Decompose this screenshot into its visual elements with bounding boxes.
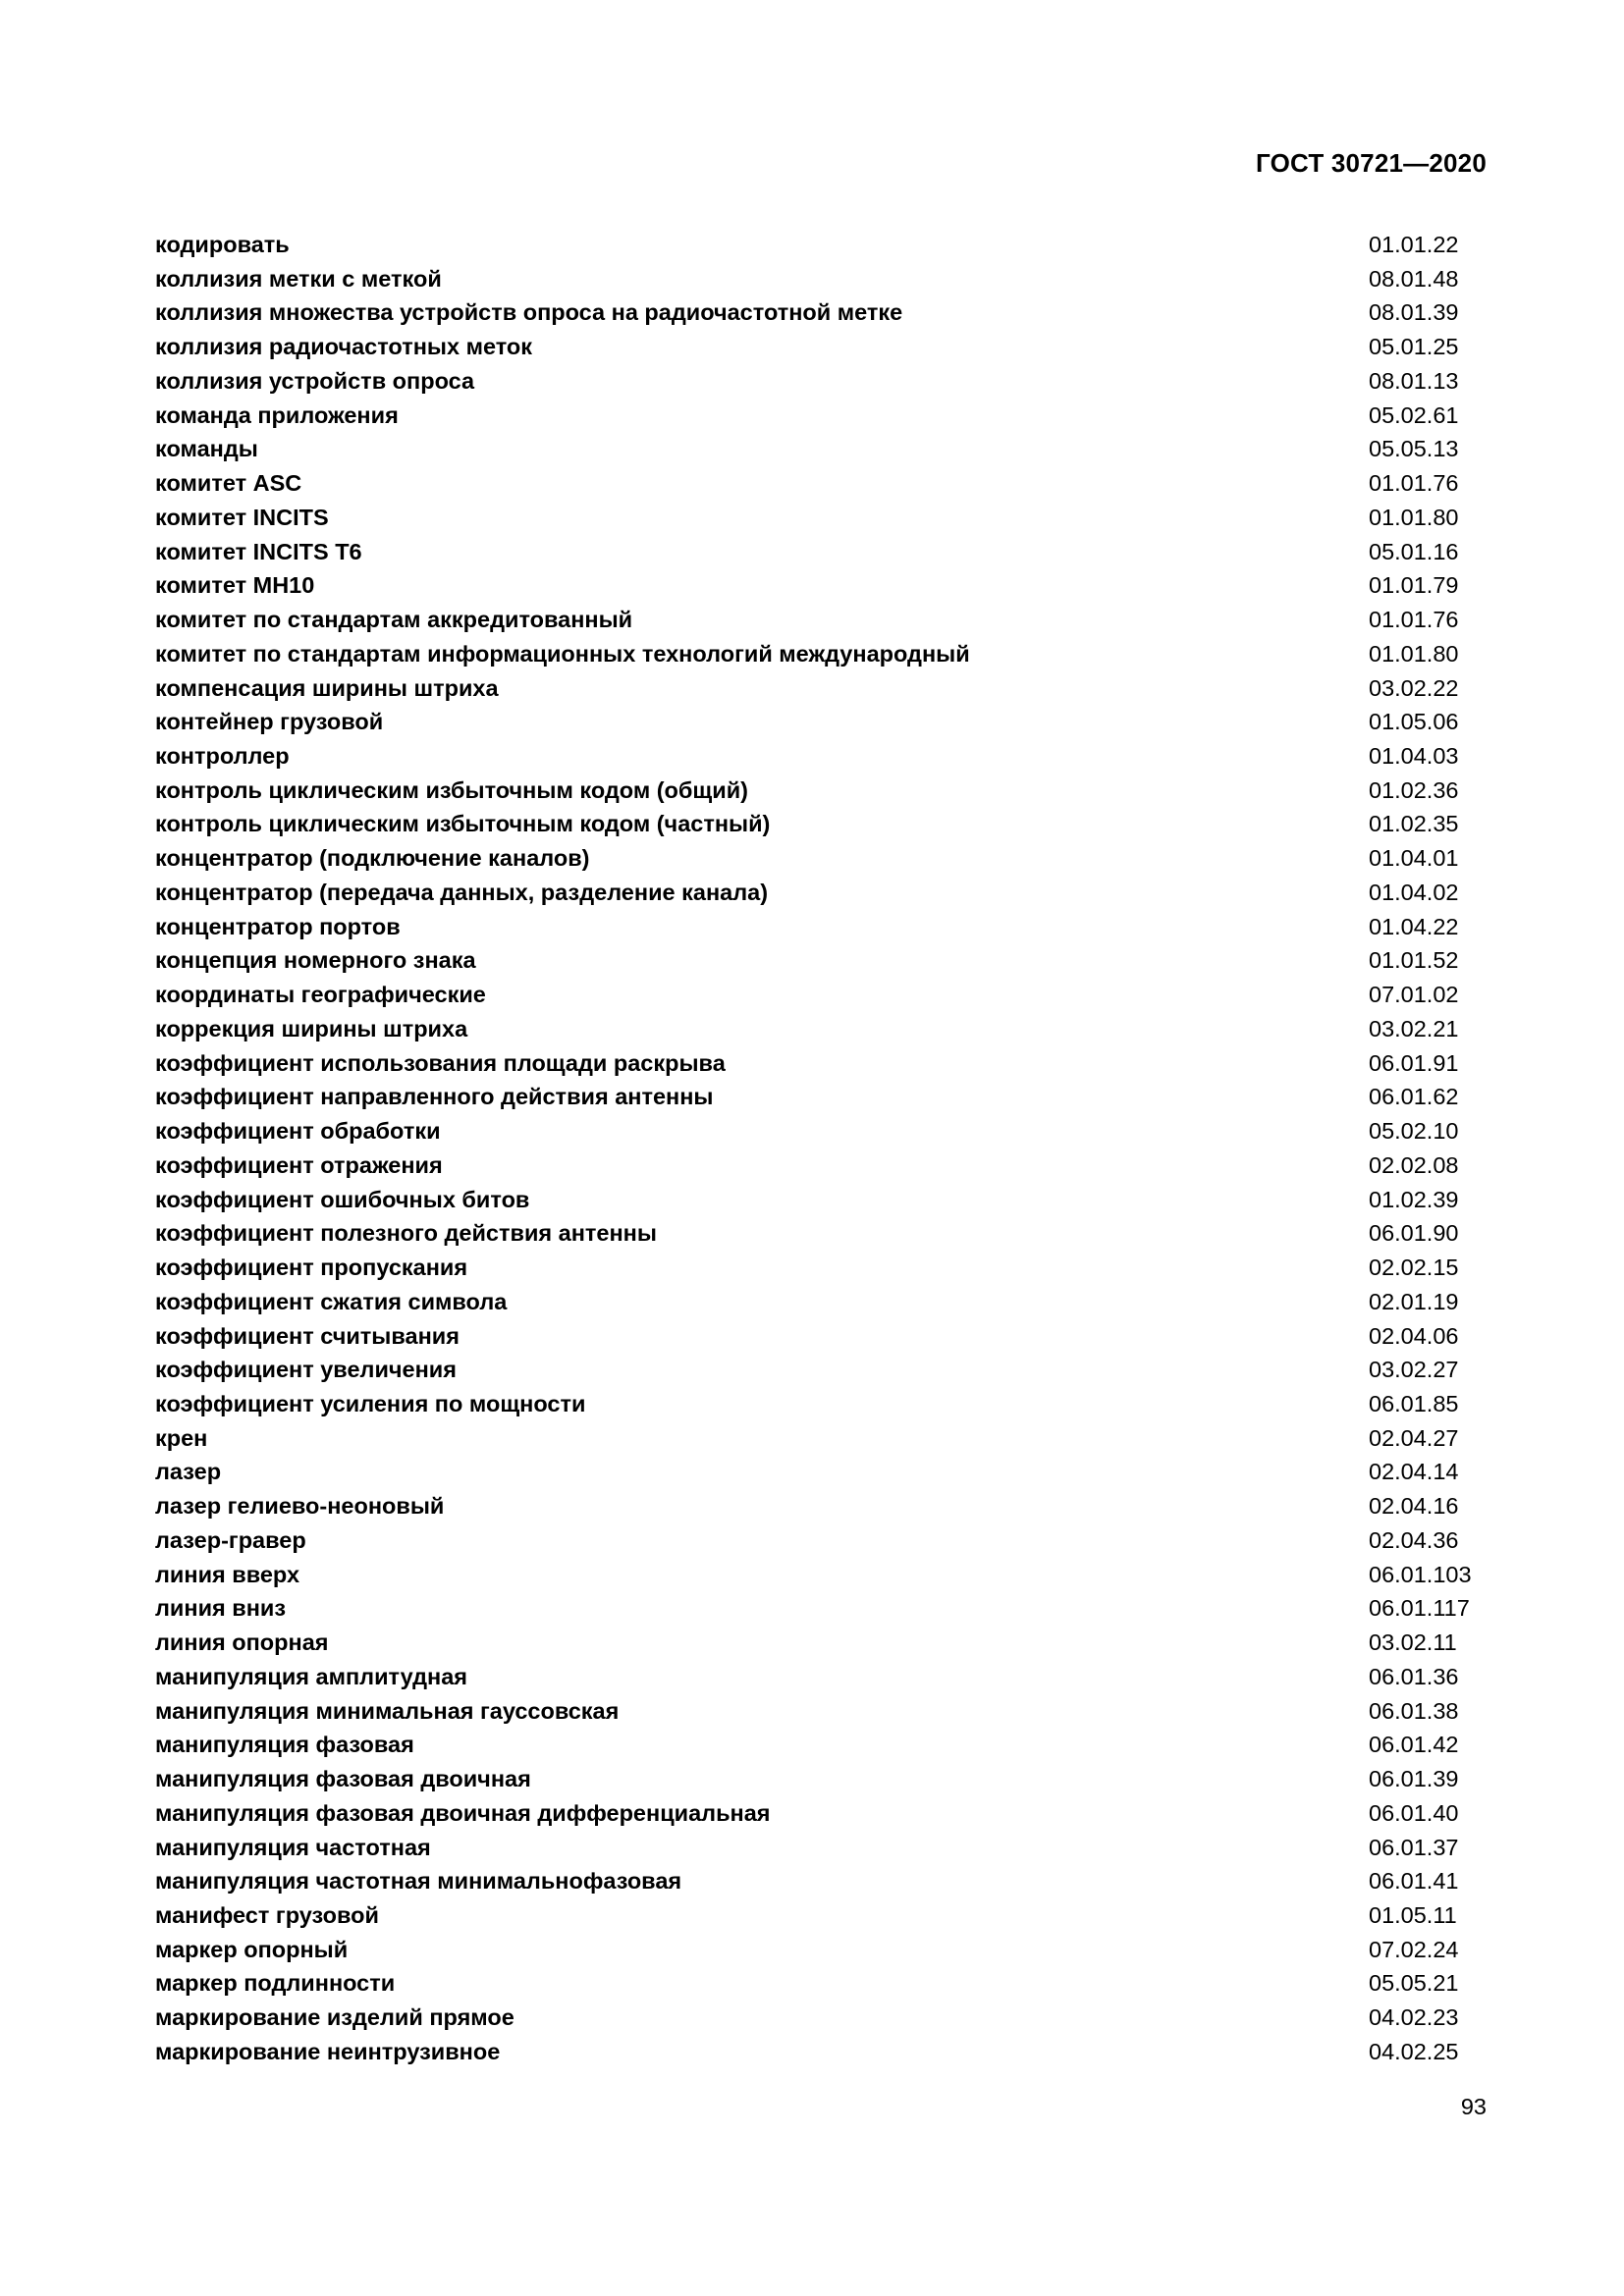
- index-term-code: 01.01.79: [1369, 572, 1459, 599]
- index-term: контроллер: [155, 743, 290, 770]
- index-term: команды: [155, 436, 258, 462]
- index-term-code: 02.04.36: [1369, 1526, 1459, 1553]
- index-entry: [155, 1046, 1487, 1081]
- index-term-code: 06.01.85: [1369, 1390, 1459, 1416]
- index-term-code: 06.01.40: [1369, 1799, 1459, 1826]
- index-entry: [155, 1523, 1487, 1558]
- index-term: маркер подлинности: [155, 1970, 396, 1997]
- index-entry: [155, 1080, 1487, 1114]
- index-term: концентратор портов: [155, 913, 401, 939]
- index-term-code: 01.04.01: [1369, 845, 1459, 872]
- index-term-code: 01.04.22: [1369, 913, 1459, 939]
- index-term: линия вверх: [155, 1561, 300, 1587]
- index-term-code: 01.05.11: [1369, 1901, 1457, 1928]
- index-term: крен: [155, 1424, 208, 1451]
- index-entry: [155, 943, 1487, 978]
- index-entry: [155, 568, 1487, 603]
- index-term: комитет INCITS Т6: [155, 538, 362, 564]
- index-term-code: 02.02.08: [1369, 1151, 1459, 1178]
- index-term: комитет INCITS: [155, 504, 329, 530]
- index-entry: [155, 603, 1487, 637]
- index-term: коэффициент увеличения: [155, 1357, 457, 1383]
- index-term-code: 08.01.39: [1369, 299, 1459, 326]
- index-term: коэффициент направленного действия антенны: [155, 1084, 714, 1110]
- index-term: концентратор (передача данных, разделение канала): [155, 879, 769, 905]
- index-entry: [155, 1421, 1487, 1456]
- index-entry: [155, 1387, 1487, 1421]
- term-index-list: [155, 228, 1487, 2069]
- index-entry: [155, 2001, 1487, 2035]
- index-entry: [155, 1489, 1487, 1523]
- index-term: лазер-гравер: [155, 1526, 306, 1553]
- index-term: коэффициент обработки: [155, 1118, 441, 1145]
- index-term: коллизия метки с меткой: [155, 265, 442, 292]
- index-term: манифест грузовой: [155, 1901, 379, 1928]
- index-term-code: 06.01.62: [1369, 1084, 1459, 1110]
- index-term-code: 06.01.39: [1369, 1766, 1459, 1792]
- index-entry: [155, 1762, 1487, 1796]
- index-term-code: 06.01.41: [1369, 1868, 1459, 1895]
- index-term-code: 01.05.06: [1369, 709, 1459, 735]
- index-term-code: 03.02.11: [1369, 1629, 1457, 1656]
- index-entry: [155, 705, 1487, 739]
- index-term-code: 05.02.10: [1369, 1118, 1459, 1145]
- index-term: контроль циклическим избыточным кодом (частный): [155, 811, 771, 837]
- index-term-code: 02.04.27: [1369, 1424, 1459, 1451]
- index-term-code: 01.02.39: [1369, 1186, 1459, 1212]
- index-entry: [155, 1728, 1487, 1762]
- index-entry: [155, 739, 1487, 774]
- index-term-code: 06.01.91: [1369, 1049, 1459, 1076]
- index-term: коэффициент ошибочных битов: [155, 1186, 530, 1212]
- index-term-code: 04.02.25: [1369, 2038, 1459, 2064]
- index-term: коллизия устройств опроса: [155, 367, 475, 394]
- index-term: координаты географические: [155, 982, 486, 1008]
- index-entry: [155, 535, 1487, 569]
- index-entry: [155, 910, 1487, 944]
- index-entry: [155, 330, 1487, 364]
- index-term-code: 07.01.02: [1369, 982, 1459, 1008]
- index-term: коэффициент отражения: [155, 1151, 443, 1178]
- index-term-code: 01.04.02: [1369, 879, 1459, 905]
- index-term: коллизия радиочастотных меток: [155, 334, 533, 360]
- index-term-code: 01.02.36: [1369, 776, 1459, 803]
- index-term-code: 01.01.52: [1369, 947, 1459, 974]
- index-term: компенсация ширины штриха: [155, 674, 499, 701]
- index-entry: [155, 1864, 1487, 1898]
- index-term-code: 01.02.35: [1369, 811, 1459, 837]
- index-term: комитет по стандартам информационных технологий международный: [155, 640, 970, 667]
- index-term: лазер: [155, 1459, 222, 1485]
- index-term: комитет ASC: [155, 470, 302, 497]
- index-term-code: 06.01.36: [1369, 1663, 1459, 1689]
- index-term-code: 01.01.76: [1369, 607, 1459, 633]
- index-term: коэффициент использования площади раскрыва: [155, 1049, 726, 1076]
- index-term: манипуляция минимальная гауссовская: [155, 1697, 620, 1724]
- index-term-code: 03.02.27: [1369, 1357, 1459, 1383]
- index-term-code: 02.04.16: [1369, 1493, 1459, 1520]
- index-entry: [155, 841, 1487, 876]
- index-entry: [155, 2035, 1487, 2069]
- index-entry: [155, 978, 1487, 1012]
- index-term-code: 06.01.38: [1369, 1697, 1459, 1724]
- index-entry: [155, 1114, 1487, 1148]
- index-term-code: 06.01.117: [1369, 1595, 1470, 1622]
- index-term-code: 04.02.23: [1369, 2004, 1459, 2031]
- index-term-code: 01.01.22: [1369, 232, 1459, 257]
- index-entry: [155, 1353, 1487, 1387]
- index-term-code: 08.01.13: [1369, 367, 1459, 394]
- index-term-code: 05.02.61: [1369, 401, 1459, 428]
- index-term-code: 01.01.76: [1369, 470, 1459, 497]
- index-entry: [155, 1933, 1487, 1967]
- index-term-code: 05.01.25: [1369, 334, 1459, 360]
- page-number: 93: [1460, 2094, 1487, 2119]
- index-term: коллизия множества устройств опроса на радиочастотной метке: [155, 299, 903, 326]
- index-term-code: 01.01.80: [1369, 640, 1459, 667]
- index-entry: [155, 466, 1487, 501]
- index-term: концентратор (подключение каналов): [155, 845, 590, 872]
- index-term: лазер гелиево-неоновый: [155, 1493, 445, 1520]
- index-term: комитет по стандартам аккредитованный: [155, 607, 633, 633]
- index-entry: [155, 1251, 1487, 1285]
- index-term-code: 08.01.48: [1369, 265, 1459, 292]
- index-entry: [155, 1591, 1487, 1626]
- index-entry: [155, 807, 1487, 841]
- index-term: коэффициент полезного действия антенны: [155, 1220, 657, 1247]
- index-entry: [155, 295, 1487, 330]
- index-term: манипуляция фазовая двоичная: [155, 1766, 531, 1792]
- index-term-code: 06.01.37: [1369, 1834, 1459, 1860]
- index-entry: [155, 1455, 1487, 1489]
- index-entry: [155, 364, 1487, 399]
- index-term: маркирование изделий прямое: [155, 2004, 514, 2031]
- index-entry: [155, 1558, 1487, 1592]
- index-term-code: 02.01.19: [1369, 1288, 1459, 1314]
- index-term-code: 06.01.103: [1369, 1561, 1472, 1587]
- index-term-code: 06.01.42: [1369, 1732, 1459, 1758]
- index-term: коррекция ширины штриха: [155, 1015, 468, 1041]
- index-term: коэффициент усиления по мощности: [155, 1390, 586, 1416]
- index-entry: [155, 1796, 1487, 1831]
- index-term: линия вниз: [155, 1595, 287, 1622]
- index-term-code: 06.01.90: [1369, 1220, 1459, 1247]
- index-term-code: 03.02.22: [1369, 674, 1459, 701]
- index-entry: [155, 399, 1487, 433]
- index-entry: [155, 637, 1487, 671]
- index-entry: [155, 774, 1487, 808]
- index-entry: [155, 1285, 1487, 1319]
- index-term: контроль циклическим избыточным кодом (общий): [155, 776, 748, 803]
- index-term: контейнер грузовой: [155, 709, 384, 735]
- index-term: команда приложения: [155, 401, 399, 428]
- index-entry: [155, 1660, 1487, 1694]
- index-entry: [155, 1694, 1487, 1729]
- index-entry: [155, 1831, 1487, 1865]
- index-term-code: 05.05.13: [1369, 436, 1459, 462]
- index-term-code: 05.01.16: [1369, 538, 1459, 564]
- index-entry: [155, 432, 1487, 466]
- index-term: маркирование неинтрузивное: [155, 2038, 501, 2064]
- index-entry: [155, 1216, 1487, 1251]
- index-entry: [155, 671, 1487, 706]
- index-entry: [155, 228, 1487, 262]
- document-header: [1256, 148, 1487, 179]
- index-term: комитет МН10: [155, 572, 315, 599]
- index-term-code: 05.05.21: [1369, 1970, 1459, 1997]
- index-term: манипуляция амплитудная: [155, 1663, 468, 1689]
- index-term: манипуляция фазовая двоичная дифференциальная: [155, 1799, 771, 1826]
- index-term-code: 02.04.06: [1369, 1322, 1459, 1349]
- index-entry: [155, 262, 1487, 296]
- index-term-code: 07.02.24: [1369, 1936, 1459, 1962]
- standard-designation: ГОСТ 30721—2020: [1256, 148, 1487, 178]
- index-entry: [155, 1898, 1487, 1933]
- index-term: манипуляция фазовая: [155, 1732, 414, 1758]
- index-entry: [155, 1966, 1487, 2001]
- index-term: коэффициент считывания: [155, 1322, 460, 1349]
- index-term: кодировать: [155, 232, 290, 257]
- index-entry: [155, 876, 1487, 910]
- index-term: маркер опорный: [155, 1936, 349, 1962]
- index-term: концепция номерного знака: [155, 947, 476, 974]
- index-term-code: 02.04.14: [1369, 1459, 1459, 1485]
- index-term: коэффициент сжатия символа: [155, 1288, 508, 1314]
- index-term-code: 01.04.03: [1369, 743, 1459, 770]
- index-entry: [155, 1012, 1487, 1046]
- index-term-code: 03.02.21: [1369, 1015, 1459, 1041]
- index-term: коэффициент пропускания: [155, 1255, 468, 1281]
- index-entry: [155, 1319, 1487, 1354]
- index-term: манипуляция частотная минимальнофазовая: [155, 1868, 682, 1895]
- index-entry: [155, 501, 1487, 535]
- index-entry: [155, 1148, 1487, 1183]
- index-term-code: 02.02.15: [1369, 1255, 1459, 1281]
- index-term: линия опорная: [155, 1629, 329, 1656]
- index-term-code: 01.01.80: [1369, 504, 1459, 530]
- index-entry: [155, 1183, 1487, 1217]
- index-term: манипуляция частотная: [155, 1834, 431, 1860]
- index-entry: [155, 1626, 1487, 1660]
